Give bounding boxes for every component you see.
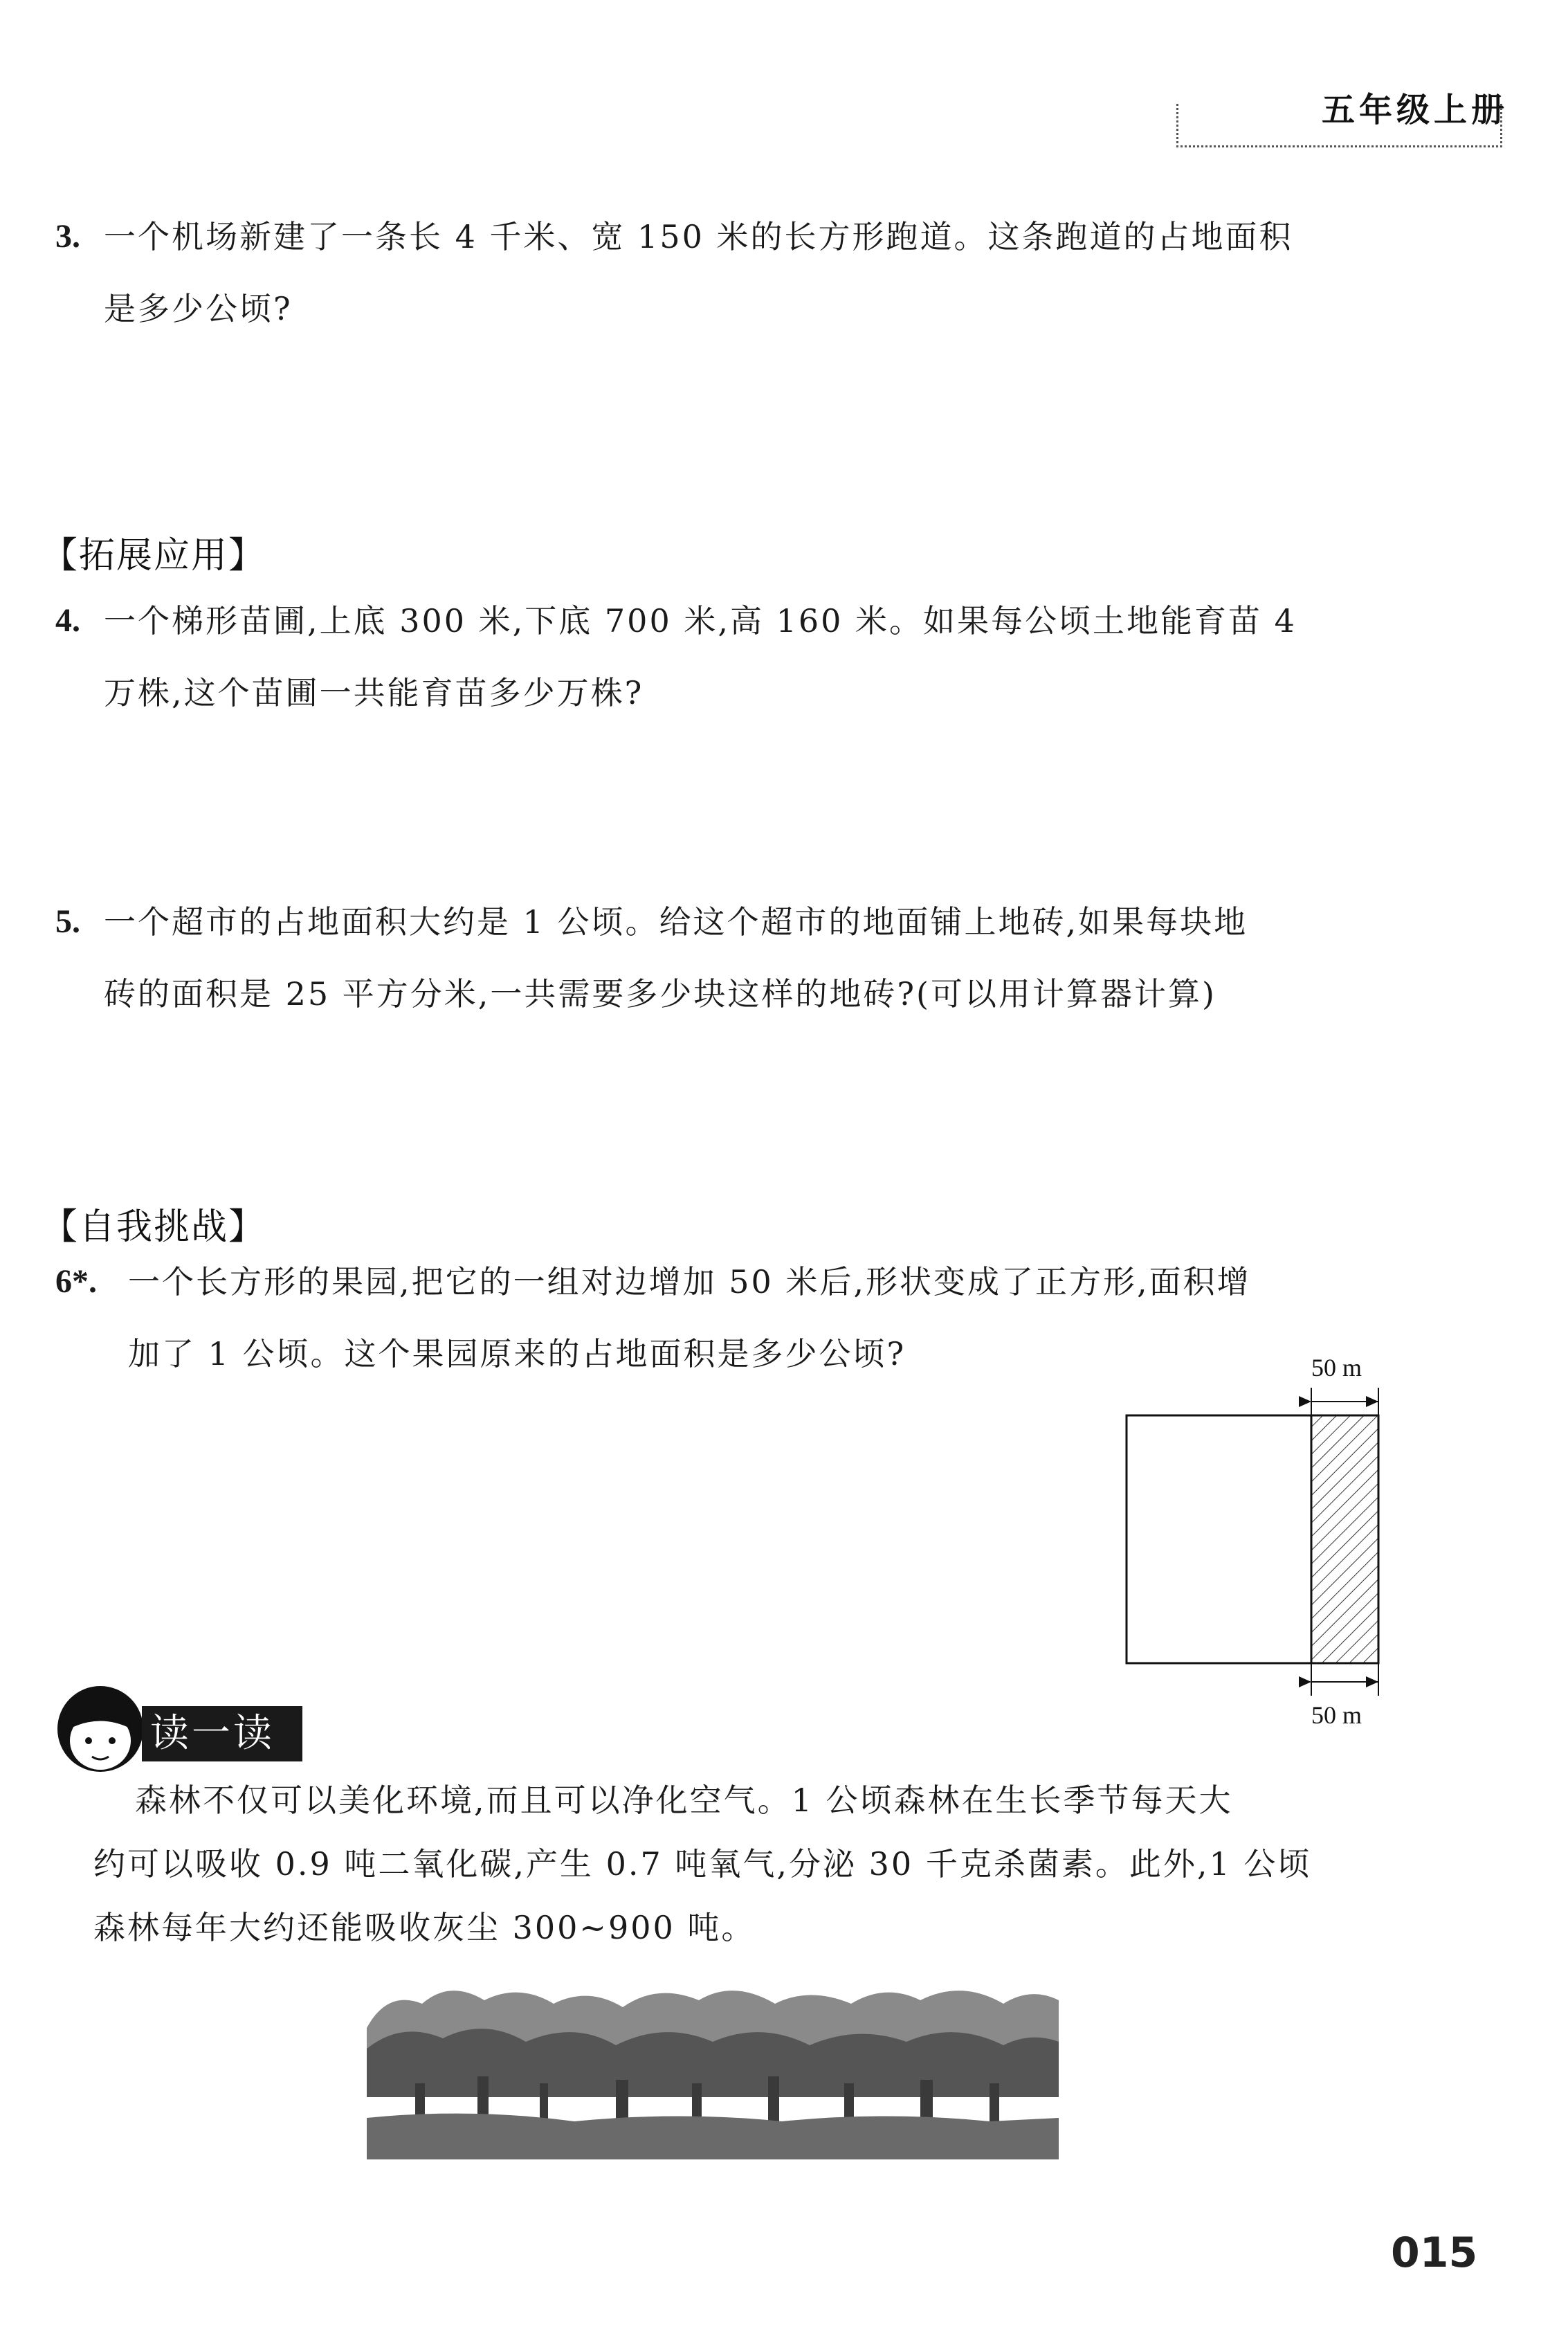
orchard-original-rect <box>1127 1415 1311 1663</box>
problem-text-line: 一个机场新建了一条长 4 千米、宽 150 米的长方形跑道。这条跑道的占地面积 <box>104 218 1293 255</box>
problem-number: 6*. <box>55 1263 97 1300</box>
page-number: 015 <box>1391 2229 1478 2277</box>
problem-text-line: 一个长方形的果园,把它的一组对边增加 50 米后,形状变成了正方形,面积增 <box>128 1263 1251 1301</box>
book-title: 五年级上册 <box>1321 91 1508 129</box>
reading-line: 约可以吸收 0.9 吨二氧化碳,产生 0.7 吨氧气,分泌 30 千克杀菌素。此外,1 公顷 <box>93 1845 1312 1883</box>
problem-number: 3. <box>55 218 80 255</box>
problem-4 <box>55 585 1297 729</box>
bottom-dimension-label: 50 m <box>1311 1701 1362 1729</box>
header-dotted-frame <box>1176 104 1502 147</box>
girl-reading-icon <box>48 1675 152 1779</box>
reading-line: 森林不仅可以美化环境,而且可以净化空气。1 公顷森林在生长季节每天大 <box>135 1782 1233 1819</box>
problem-5 <box>55 886 1248 1030</box>
top-dimension-label: 50 m <box>1311 1357 1362 1381</box>
problem-text-line: 一个梯形苗圃,上底 300 米,下底 700 米,高 160 米。如果每公顷土地能育苗 4 <box>104 602 1297 640</box>
problem-text-line: 砖的面积是 25 平方分米,一共需要多少块这样的地砖?(可以用计算器计算) <box>104 975 1216 1013</box>
problem-text-line: 万株,这个苗圃一共能育苗多少万株? <box>104 674 644 712</box>
forest-illustration <box>367 1979 1059 2159</box>
problem-text-line: 加了 1 公顷。这个果园原来的占地面积是多少公顷? <box>128 1335 906 1372</box>
reading-passage <box>93 1768 1387 1959</box>
problem-number: 4. <box>55 602 80 639</box>
section-heading-extend: 【拓展应用】 <box>42 535 266 577</box>
problem-6 <box>55 1246 1251 1390</box>
problem-text-line: 一个超市的占地面积大约是 1 公顷。给这个超市的地面铺上地砖,如果每块地 <box>104 903 1248 941</box>
orchard-diagram <box>1121 1357 1384 1730</box>
problem-text-line: 是多少公顷? <box>104 290 293 327</box>
reading-line: 森林每年大约还能吸收灰尘 300~900 吨。 <box>93 1909 756 1946</box>
section-heading-challenge: 【自我挑战】 <box>42 1206 266 1248</box>
reading-title: 读一读 <box>142 1706 302 1761</box>
added-strip-hatched <box>1311 1415 1378 1663</box>
problem-number: 5. <box>55 903 80 940</box>
problem-3 <box>55 201 1293 345</box>
